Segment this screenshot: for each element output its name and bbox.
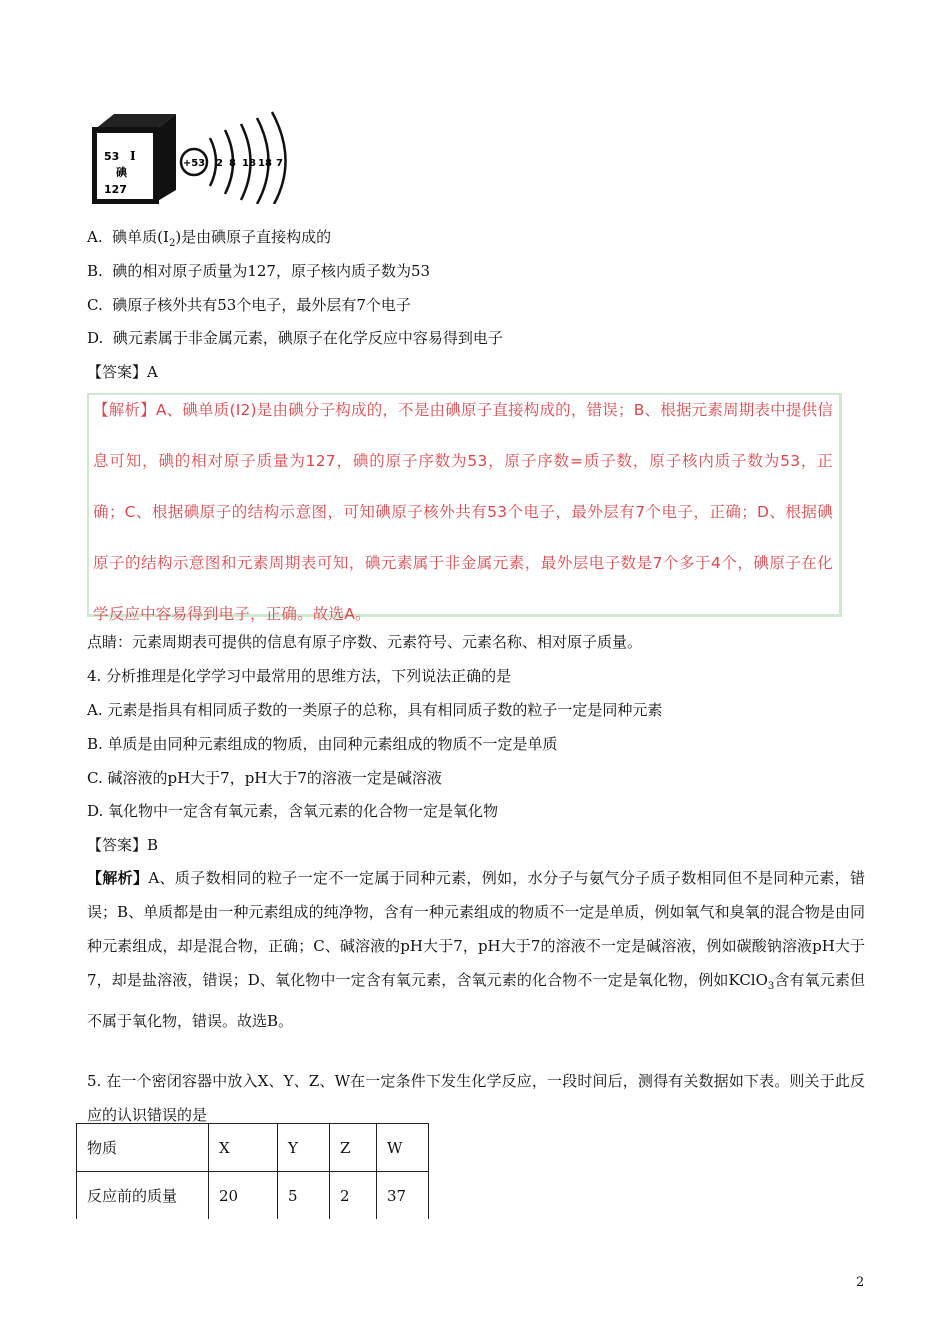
q5-stem: 5. 在一个密闭容器中放入X、Y、Z、W在一定条件下发生化学反应，一段时间后，测得有关数据如下表。则关于此反应的认识错误的是 [87,1072,865,1124]
shell-4-count: 18 [258,158,272,169]
table-cell: 2 [330,1172,377,1220]
q3-option-c: C. 碘原子核外共有53个电子，最外层有7个电子 [87,296,411,314]
q4-option-d: D. 氧化物中一定含有氧元素，含氧元素的化合物一定是氧化物 [87,802,499,820]
tile-number: 53 [104,150,120,163]
tile-mass: 127 [104,183,127,196]
atomic-structure-diagram [181,112,286,204]
q3-answer: 【答案】A [87,363,158,381]
table-cell: W [377,1124,429,1172]
tile-symbol: I [130,149,136,163]
q3-option-a: A. 碘单质$(I_2)$是由碘原子直接构成的 [87,228,332,249]
shell-3-count: 18 [242,158,256,169]
q4-answer: 【答案】B [87,836,159,854]
q4-option-b: B. 单质是由同种元素组成的物质，由同种元素组成的物质不一定是单质 [87,735,558,753]
table-cell: Y [278,1124,330,1172]
table-header-row [77,1124,429,1172]
q3-analysis-box [87,393,842,623]
iodine-atom-figure [92,108,292,204]
shell-1-count: 2 [216,158,223,169]
table-cell: 37 [377,1172,429,1220]
nucleus-charge: +53 [182,158,206,169]
q3-analysis-text: 【解析】A、碘单质(I2)是由碘分子构成的，不是由碘原子直接构成的，错误；B、根据元素周期表中提供信息可知，碘的相对原子质量为127，碘的原子序数为53，原子序数=质子数，原子核内质子数为53，正确；C、根据碘原子的结构示意图，可知碘原子核外共有53个电子，最外层有7个电子，正确；D、根据碘原子的结构示意图和元素周期表可知，碘元素属于非金属元素，最外层电子数是7个多于4个，碘原子在化学反应中容易得到电子，正确。故选A。 [93,401,833,623]
q3-tip: 点睛：元素周期表可提供的信息有原子序数、元素符号、元素名称、相对原子质量。 [87,633,643,651]
table-cell: 物质 [77,1124,209,1172]
table-cell: Z [330,1124,377,1172]
q4-option-a: A. 元素是指具有相同质子数的一类原子的总称，具有相同质子数的粒子一定是同种元素 [87,701,663,719]
periodic-table-tile [94,114,176,202]
table-cell: X [209,1124,278,1172]
q5-data-table [76,1123,429,1219]
shell-2-count: 8 [229,158,236,169]
shell-5-count: 7 [276,158,283,169]
table-row [77,1172,429,1220]
page-number: 2 [856,1275,865,1290]
q4-stem: 4. 分析推理是化学学习中最常用的思维方法，下列说法正确的是 [87,667,512,685]
table-cell: 5 [278,1172,330,1220]
q3-option-d: D. 碘元素属于非金属元素，碘原子在化学反应中容易得到电子 [87,329,503,347]
q3-option-b: B. 碘的相对原子质量为127，原子核内质子数为53 [87,262,431,280]
q4-option-c: C. 碱溶液的pH大于7，pH大于7的溶液一定是碱溶液 [87,769,442,787]
q4-analysis: 【解析】A、质子数相同的粒子一定不一定属于同种元素，例如，水分子与氨气分子质子数相同但不是同种元素，错误；B、单质都是由一种元素组成的纯净物，含有一种元素组成的物质不一定是单质，例如氧气和臭氧的混合物是由同种元素组成，却是混合物，正确；C、碱溶液的pH大于7，pH大于7的溶液不一定是碱溶液，例如碳酸钠溶液pH大于7，却是盐溶液，错误；D、氧化物中一定含有氧元素，含氧元素的化合物不一定是氧化物，例如KClO$_3$含有氧元素但不属于氧化物，错误。故选B。 [87,869,865,1030]
table-cell: 反应前的质量 [77,1172,209,1220]
table-cell: 20 [209,1172,278,1220]
tile-name: 碘 [116,166,127,179]
